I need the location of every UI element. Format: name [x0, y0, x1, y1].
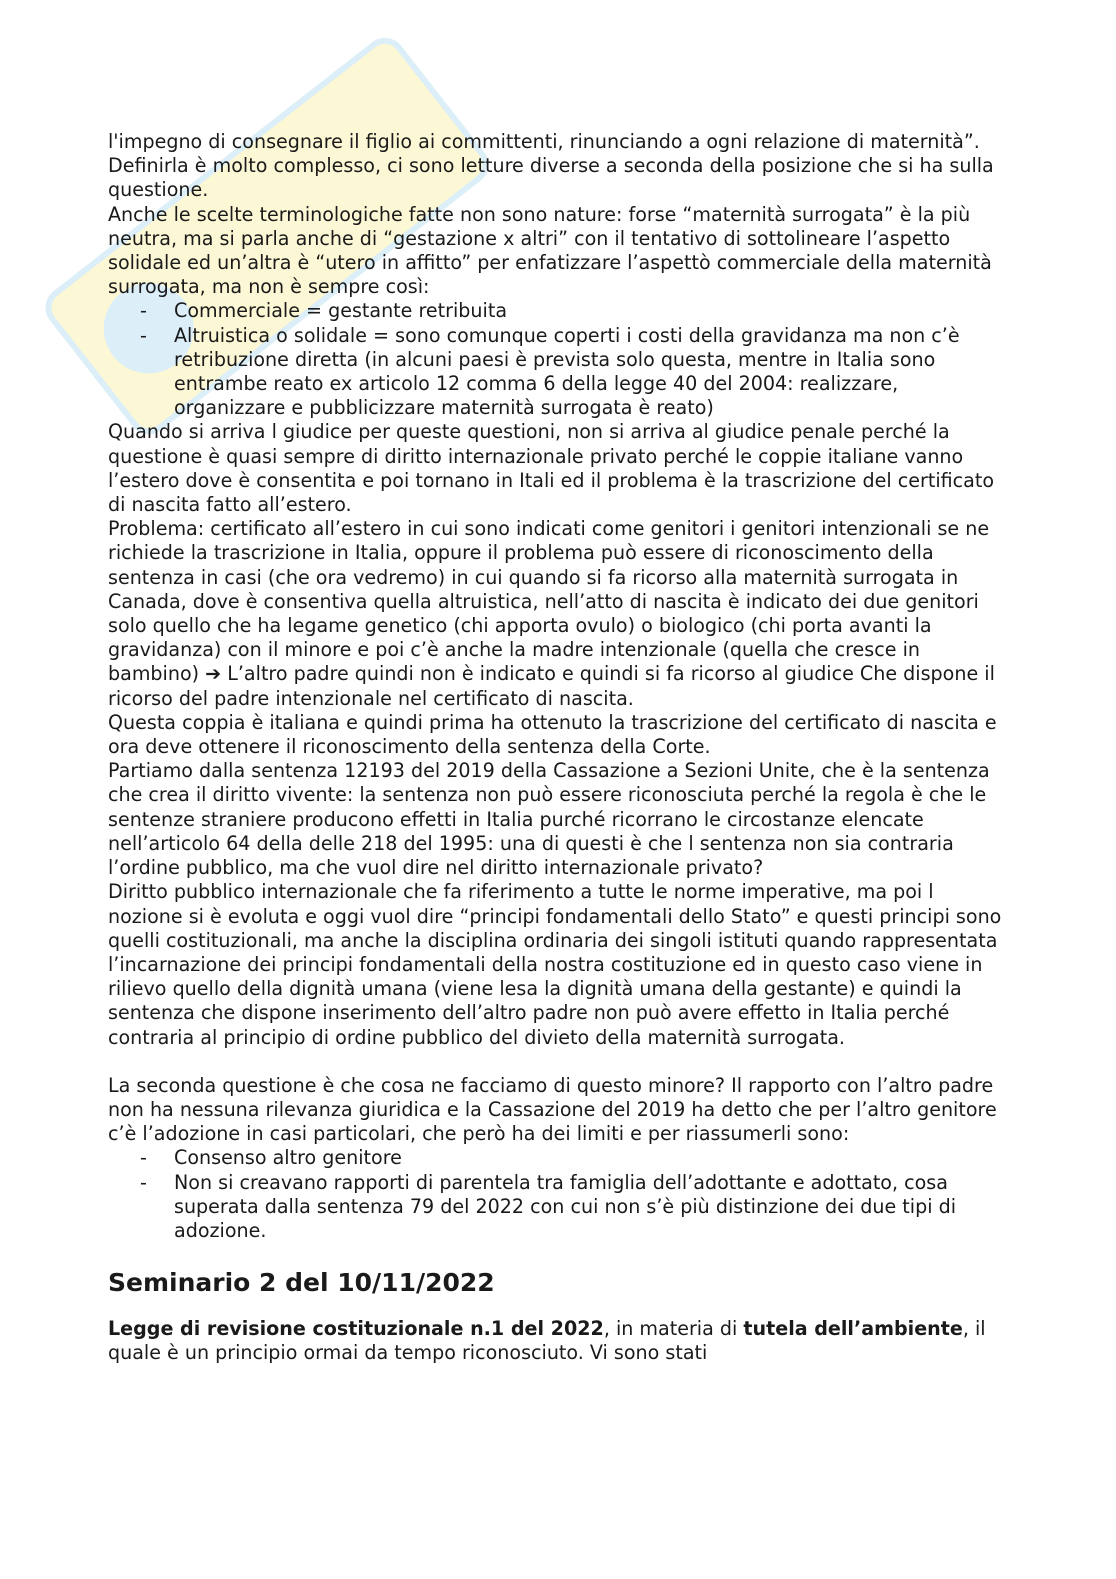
- arrow-right-icon: ➔: [205, 662, 222, 686]
- paragraph-text: L’altro padre quindi non è indicato e quindi si fa ricorso al giudice Che dispone il ricorso del padre intenzionale nel certificato di nascita.: [108, 662, 995, 710]
- paragraph: La seconda questione è che cosa ne facciamo di questo minore? Il rapporto con l’altro padre non ha nessuna rilevanza giuridica e la Cassazione del 2019 ha detto che per l’altro genitore c’è l’adozione in casi particolari, che però ha dei limiti e per riassumerli sono:: [108, 1073, 997, 1146]
- paragraph: [108, 517, 1008, 711]
- paragraph-text: Problema: certificato all’estero in cui sono indicati come genitori i genitori intenzionali se ne richiede la trascrizione in Italia, oppure il problema può essere di riconoscimento della sentenza in casi (che ora vedremo) in cui quando si fa ricorso alla maternità surrogata in Canada, dove è consentiva quella altruistica, nell’atto di nascita è indicato dei due genitori solo quello che ha legame genetico (chi apporta ovulo) o biologico (chi porta avanti la gravidanza) con il minore e poi c’è anche la madre intenzionale (quella che cresce in bambino): [108, 517, 990, 686]
- paragraph: [108, 1317, 1008, 1365]
- list-item: - Altruistica o solidale = sono comunque coperti i costi della gravidanza ma non c’è retribuzione diretta (in alcuni paesi è prevista solo questa, mentre in Italia sono entrambe reato ex articolo 12 comma 6 della legge 40 del 2004: realizzare, organizzare e pubblicizzare maternità surrogata è reato): [108, 324, 1008, 421]
- bold-text: tutela dell’ambiente: [743, 1317, 963, 1341]
- paragraph: Quando si arriva l giudice per queste questioni, non si arriva al giudice penale perché la questione è quasi sempre di diritto internazionale privato perché le coppie italiane vanno l’estero dove è consentita e poi tornano in Itali ed il problema è la trascrizione del certificato di nascita fatto all’estero.: [108, 420, 995, 517]
- list-item: - Commerciale = gestante retribuita: [108, 299, 1008, 323]
- paragraph: Partiamo dalla sentenza 12193 del 2019 della Cassazione a Sezioni Unite, che è la sentenza che crea il diritto vivente: la sentenza non può essere riconosciuta perché la regola è che le sentenze straniere producono effetti in Italia purché ricorrano le circostanze elencate nell’articolo 64 della delle 218 del 1995: una di questi è che l sentenza non sia contraria l’ordine pubblico, ma che vuol dire nel diritto internazionale privato?: [108, 759, 990, 880]
- paragraph: Anche le scelte terminologiche fatte non sono nature: forse “maternità surrogata” è la più neutra, ma si parla anche di “gestazione x altri” con il tentativo di sottolineare l’aspetto solidale ed un’altra è “utero in affitto” per enfatizzare l’aspettò commerciale della maternità surrogata, ma non è sempre così:: [108, 202, 992, 299]
- paragraph: l'impegno di consegnare il figlio ai committenti, rinunciando a ogni relazione di maternità”.: [108, 130, 980, 153]
- bullet-list-limits: [108, 1146, 1008, 1243]
- spacer: [108, 1050, 1008, 1074]
- section-heading: Seminario 2 del 10/11/2022: [108, 1268, 495, 1298]
- paragraph: Diritto pubblico internazionale che fa riferimento a tutte le norme imperative, ma poi l nozione si è evoluta e oggi vuol dire “principi fondamentali dello Stato” e questi principi sono quelli costituzionali, ma anche la disciplina ordinaria dei singoli istituti quando rappresentata l’incarnazione dei principi fondamentali della nostra costituzione ed in questo caso viene in rilievo quello della dignità umana (viene lesa la dignità umana della gestante) e quindi la sentenza che dispone inserimento dell’altro padre non può avere effetto in Italia perché contraria al principio di ordine pubblico del divieto della maternità surrogata.: [108, 880, 1002, 1049]
- bold-text: Legge di revisione costituzionale n.1 del 2022: [108, 1317, 604, 1341]
- document-page: [108, 130, 1008, 1366]
- paragraph: Definirla è molto complesso, ci sono letture diverse a seconda della posizione che si ha sulla questione.: [108, 154, 994, 202]
- list-item: - Consenso altro genitore: [108, 1146, 1008, 1170]
- paragraph: Questa coppia è italiana e quindi prima ha ottenuto la trascrizione del certificato di nascita e ora deve ottenere il riconoscimento della sentenza della Corte.: [108, 710, 997, 759]
- paragraph-text: , il quale è un principio ormai da tempo riconosciuto. Vi sono stati: [108, 1317, 986, 1365]
- paragraph-text: , in materia di: [603, 1317, 744, 1341]
- list-item: - Non si creavano rapporti di parentela tra famiglia dell’adottante e adottato, cosa superata dalla sentenza 79 del 2022 con cui non s’è più distinzione dei due tipi di adozione.: [108, 1171, 1008, 1244]
- bullet-list-types: [108, 299, 1008, 420]
